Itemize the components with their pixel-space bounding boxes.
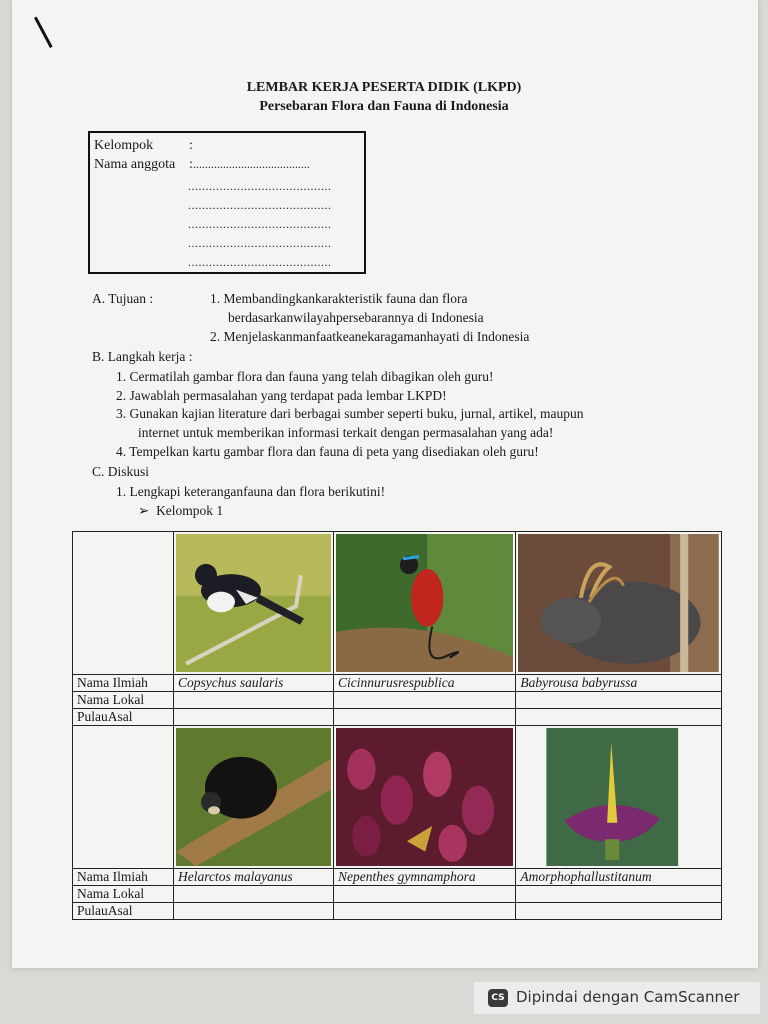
species-image-cell [516,726,722,869]
image-row [73,726,722,869]
species-image-cell [174,532,334,675]
babirusa-image [518,534,719,672]
section-a-item: berdasarkanwilayahpersebarannya di Indonesia [228,310,484,325]
magpie-robin-bird-image [176,534,331,672]
camscanner-text: Dipindai dengan CamScanner [516,988,740,1006]
section-c-label: C. Diskusi [92,464,150,479]
species-image-cell [174,726,334,869]
camscanner-icon: CS [488,989,508,1007]
identity-box [88,131,366,274]
scientific-name: Copsychus saularis [174,675,334,692]
answer-cell[interactable] [333,692,515,709]
table-row [73,886,722,903]
name-dotted-line: ....................................... [192,157,310,171]
scientific-name: Helarctos malayanus [174,869,334,886]
row-label-nama-ilmiah: Nama Ilmiah [73,675,174,692]
row-label-nama-lokal: Nama Lokal [73,886,174,903]
name-dotted-line: ......................................... [188,198,332,212]
answer-cell[interactable] [516,903,722,920]
answer-cell[interactable] [174,692,334,709]
name-dotted-line: ......................................... [188,255,332,269]
section-b-item: 2. Jawablah permasalahan yang terdapat pada lembar LKPD! [116,388,447,403]
answer-cell[interactable] [174,903,334,920]
pitcher-plant-image [336,728,513,866]
answer-cell[interactable] [174,886,334,903]
worksheet-subtitle: Persebaran Flora dan Fauna di Indonesia [259,99,509,114]
species-image-cell [516,532,722,675]
table-row [73,869,722,886]
row-label-pulau-asal: PulauAsal [73,709,174,726]
species-image-cell [333,726,515,869]
answer-cell[interactable] [516,692,722,709]
sun-bear-image [176,728,331,866]
empty-corner-cell [73,532,174,675]
row-label-nama-lokal: Nama Lokal [73,692,174,709]
answer-cell[interactable] [516,709,722,726]
row-label-pulau-asal: PulauAsal [73,903,174,920]
arrow-bullet-icon: ➢ [138,503,150,518]
scientific-name: Cicinnurusrespublica [333,675,515,692]
row-label-nama-ilmiah: Nama Ilmiah [73,869,174,886]
section-a-item: 1. Membandingkankarakteristik fauna dan flora [210,291,468,306]
kelompok-label: Kelompok [94,138,154,153]
worksheet-title: LEMBAR KERJA PESERTA DIDIK (LKPD) [246,80,522,95]
table-row [73,675,722,692]
table-row [73,903,722,920]
kelompok-1-heading: ➢ Kelompok 1 [138,503,224,518]
section-b-item: 1. Cermatilah gambar flora dan fauna yang telah dibagikan oleh guru! [116,369,494,384]
table-row [73,692,722,709]
species-table [72,531,722,920]
section-b-label: B. Langkah kerja : [92,349,193,364]
scientific-name: Nepenthes gymnamphora [333,869,515,886]
section-c-item: 1. Lengkapi keteranganfauna dan flora berikutini! [116,484,386,499]
table-row [73,709,722,726]
nama-colon: : [189,157,193,172]
section-b-item: internet untuk memberikan informasi terkait dengan permasalahan yang ada! [138,425,554,440]
nama-anggota-label: Nama anggota [94,157,176,172]
section-b-item: 3. Gunakan kajian literature dari berbagai sumber seperti buku, jurnal, artikel, maupun [116,406,584,421]
section-a-item: 2. Menjelaskanmanfaatkeanekaragamanhayati di Indonesia [210,329,530,344]
scientific-name: Babyrousa babyrussa [516,675,722,692]
answer-cell[interactable] [174,709,334,726]
corpse-flower-image [518,728,719,866]
section-a-label: A. Tujuan : [92,291,154,306]
scientific-name: Amorphophallustitanum [516,869,722,886]
kelompok-colon: : [189,138,193,153]
bird-of-paradise-image [336,534,513,672]
name-dotted-line: ......................................... [188,179,332,193]
answer-cell[interactable] [516,886,722,903]
name-dotted-line: ......................................... [188,217,332,231]
camscanner-watermark [474,982,760,1014]
answer-cell[interactable] [333,709,515,726]
name-dotted-line: ......................................... [188,236,332,250]
species-image-cell [333,532,515,675]
answer-cell[interactable] [333,903,515,920]
image-row [73,532,722,675]
answer-cell[interactable] [333,886,515,903]
section-b-item: 4. Tempelkan kartu gambar flora dan fauna di peta yang disediakan oleh guru! [116,444,539,459]
empty-corner-cell [73,726,174,869]
